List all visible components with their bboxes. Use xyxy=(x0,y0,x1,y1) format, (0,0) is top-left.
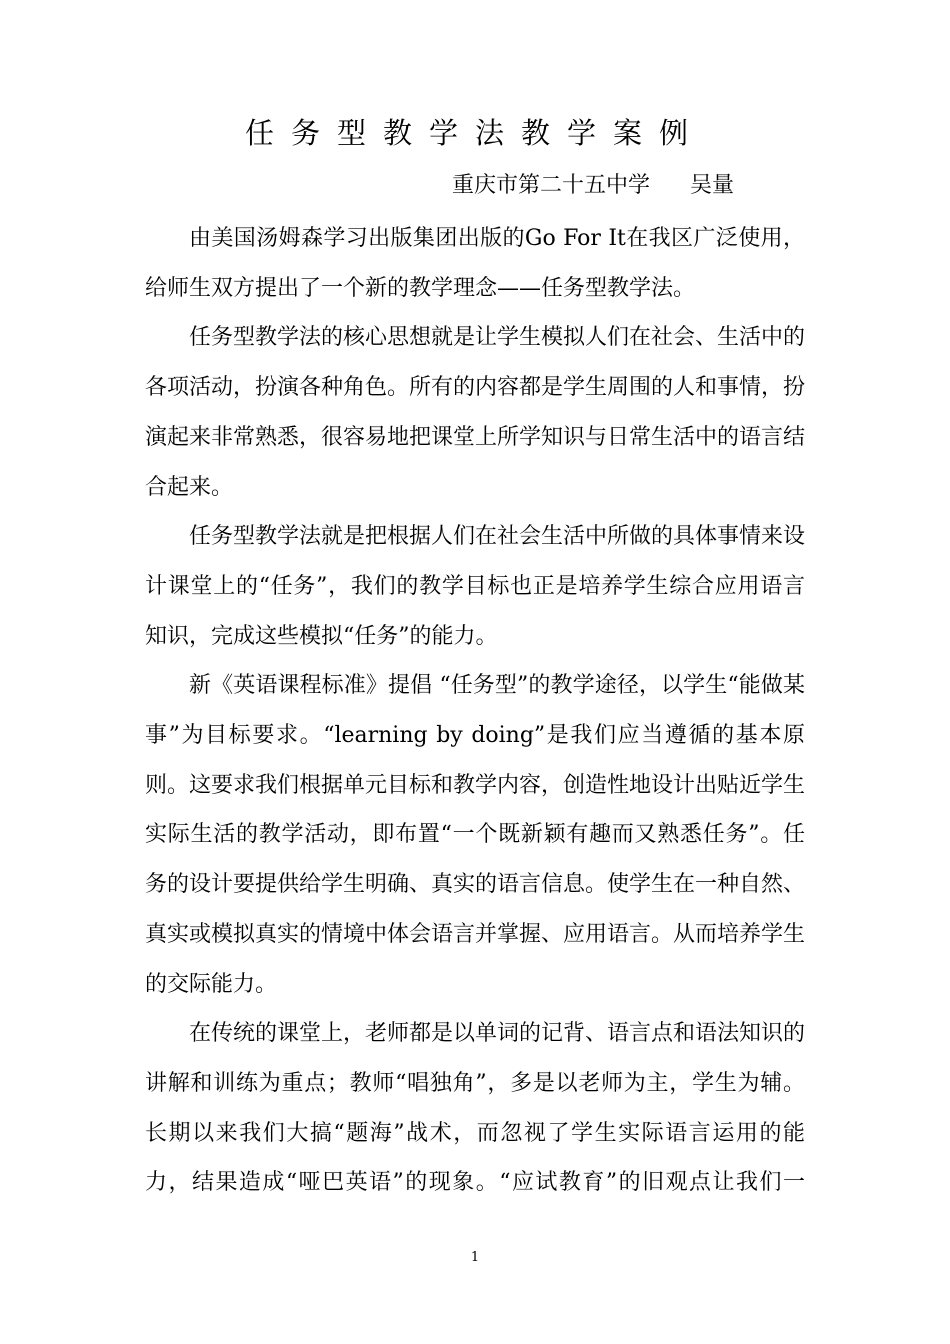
document-title: 任务型教学法教学案例 xyxy=(244,116,705,150)
author-line xyxy=(452,168,734,204)
paragraph: 新《英语课程标准》提倡 “任务型”的教学途径，以学生“能做某事”为目标要求。“learning by doing”是我们应当遵循的基本原则。这要求我们根据单元目标和教学内容，创造性地设计出贴近学生实际生活的教学活动，即布置“一个既新颖有趣而又熟悉任务”。任务的设计要提供给学生明确、真实的语言信息。使学生在一种自然、真实或模拟真实的情境中体会语言并掌握、应用语言。从而培养学生的交际能力。 xyxy=(145,673,806,997)
paragraph: 任务型教学法就是把根据人们在社会生活中所做的具体事情来设计课堂上的“任务”，我们的教学目标也正是培养学生综合应用语言知识，完成这些模拟“任务”的能力。 xyxy=(145,524,806,649)
author-school: 重庆市第二十五中学 xyxy=(452,173,651,198)
document-body xyxy=(145,214,805,1208)
paragraph: 在传统的课堂上，老师都是以单词的记背、语言点和语法知识的讲解和训练为重点；教师“唱独角”，多是以老师为主，学生为辅。长期以来我们大搞“题海”战术，而忽视了学生实际语言运用的能力，结果造成“哑巴英语”的现象。“应试教育”的旧观点让我们一 xyxy=(145,1021,806,1196)
author-name: 吴量 xyxy=(690,173,735,198)
paragraph: 任务型教学法的核心思想就是让学生模拟人们在社会、生活中的各项活动，扮演各种角色。所有的内容都是学生周围的人和事情，扮演起来非常熟悉，很容易地把课堂上所学知识与日常生活中的语言结合起来。 xyxy=(145,325,806,500)
paragraph: 由美国汤姆森学习出版集团出版的Go For It在我区广泛使用，给师生双方提出了一个新的教学理念——任务型教学法。 xyxy=(145,226,805,301)
page-number: 1 xyxy=(470,1250,480,1265)
